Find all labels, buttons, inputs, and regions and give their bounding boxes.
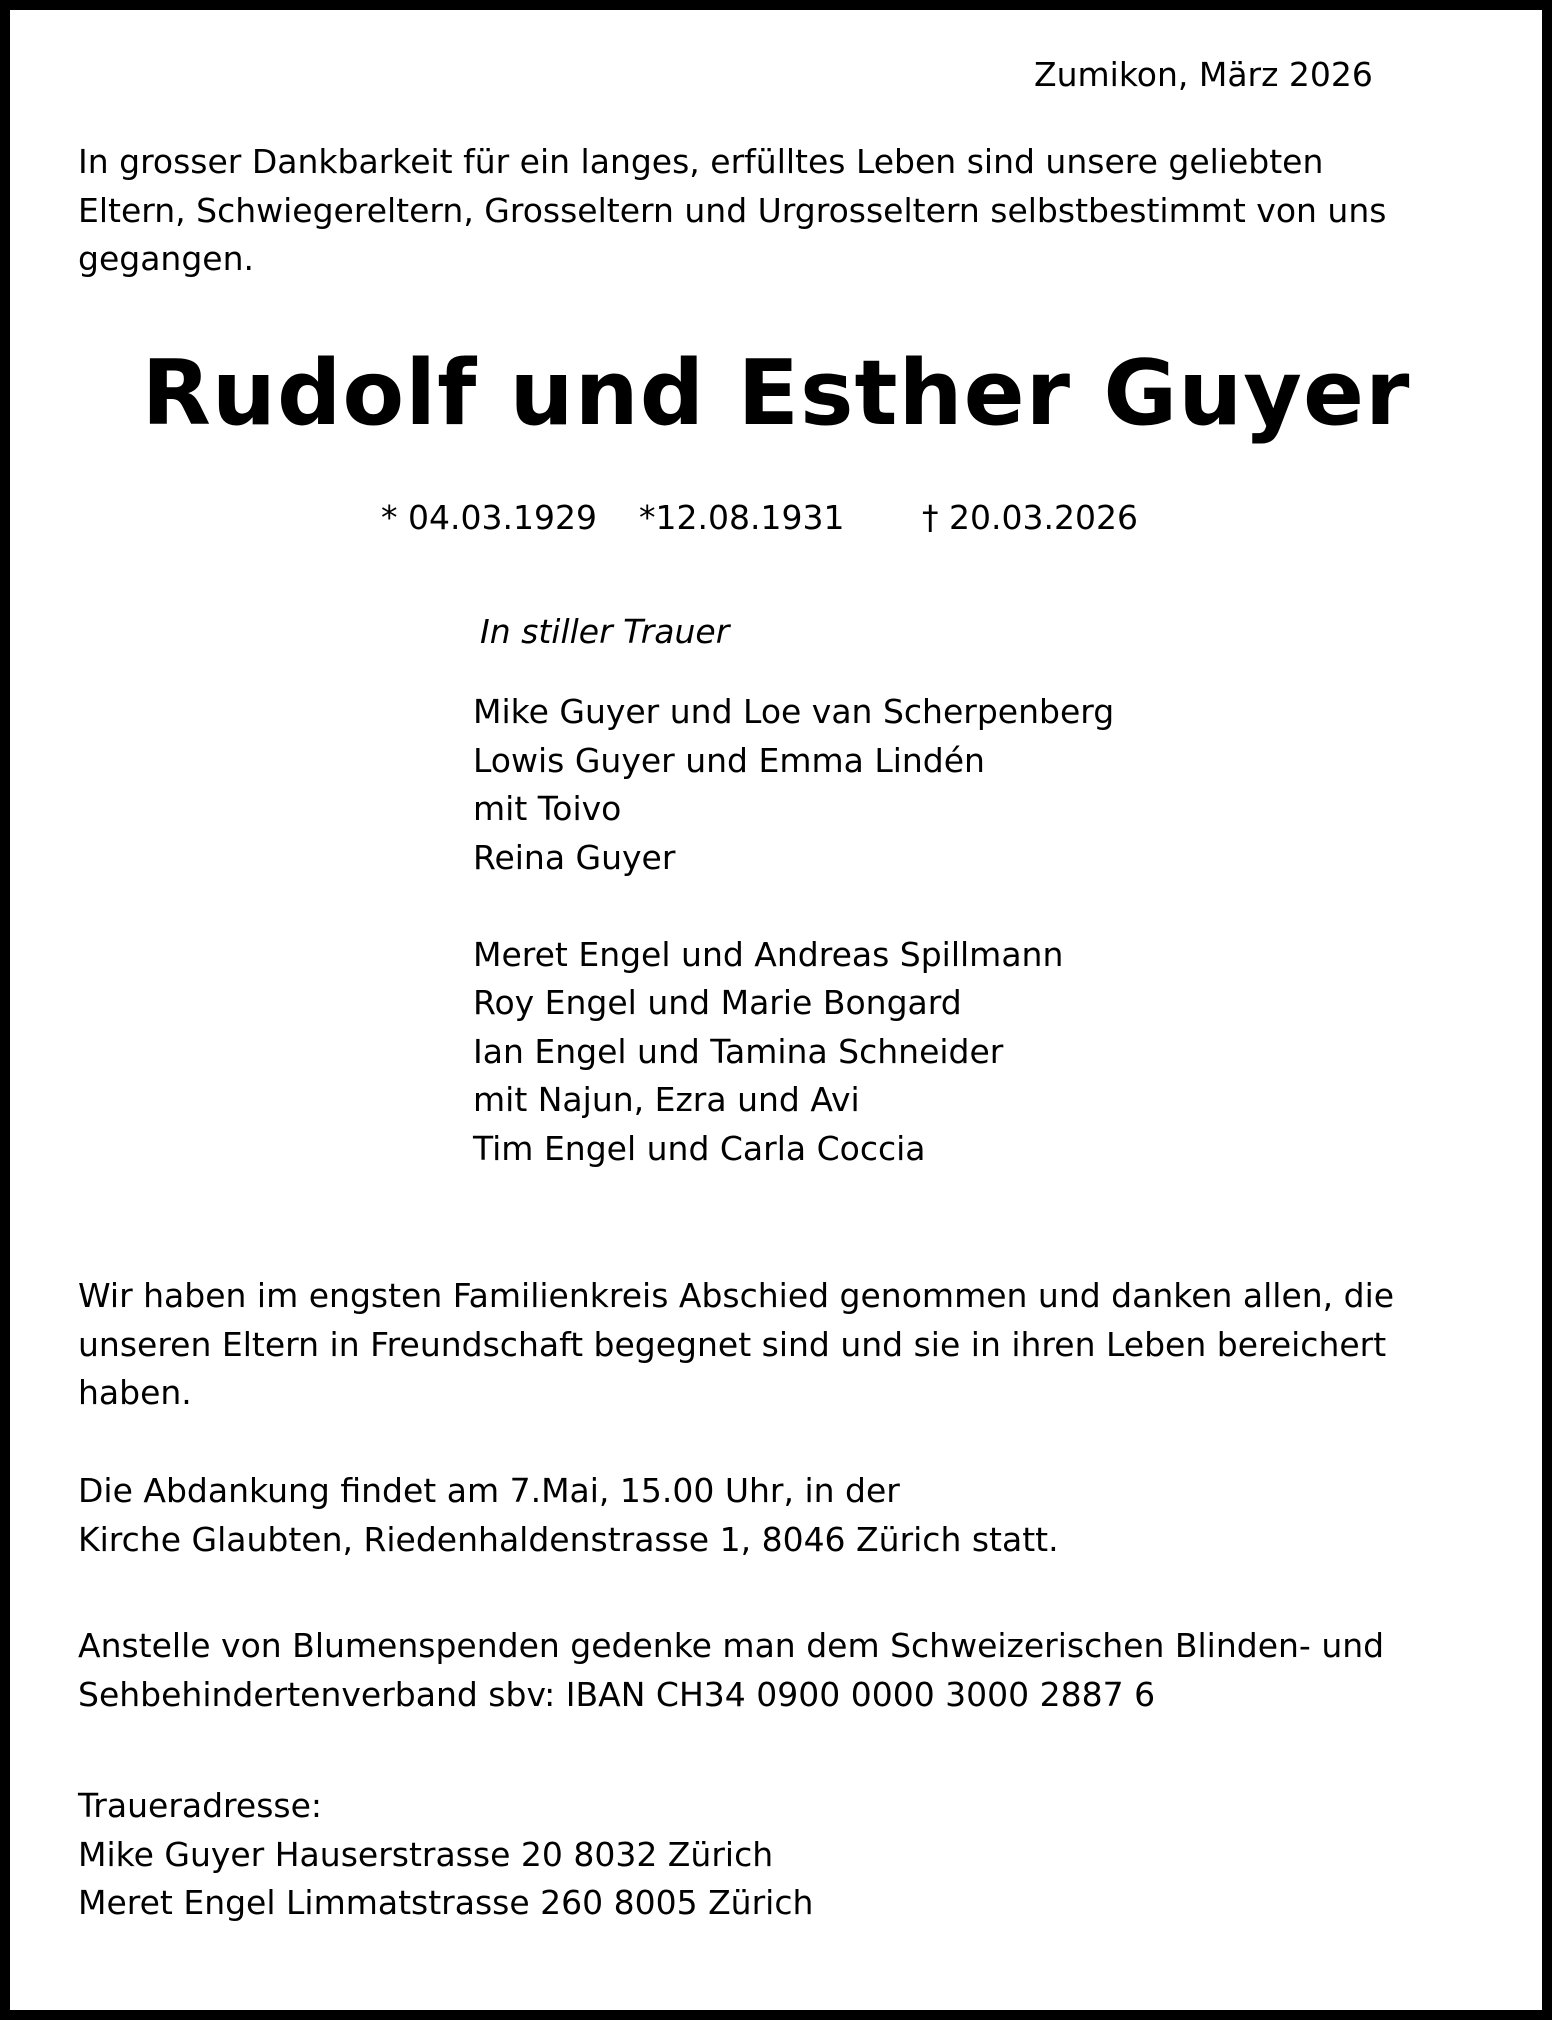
intro-text (78, 138, 1386, 284)
donation-line: Anstelle von Blumenspenden gedenke man dem Schweizerischen Blinden- und (78, 1626, 1385, 1665)
address-heading: Traueradresse: (78, 1786, 323, 1825)
intro-line: In grosser Dankbarkeit für ein langes, erfülltes Leben sind unsere geliebten (78, 142, 1324, 181)
address-line: Mike Guyer Hauserstrasse 20 8032 Zürich (78, 1834, 774, 1874)
service-text (78, 1467, 1059, 1564)
mourner-line: Meret Engel und Andreas Spillmann (473, 934, 1064, 974)
mourner-line: Reina Guyer (473, 837, 676, 877)
mourner-line: Roy Engel und Marie Bongard (473, 983, 962, 1022)
place-date: Zumikon, März 2026 (1034, 55, 1373, 94)
farewell-line: Wir haben im engsten Familienkreis Abschied genommen und danken allen, die (78, 1276, 1395, 1315)
farewell-text (78, 1272, 1394, 1418)
mourning-address (78, 1782, 813, 1928)
birth-date-2: *12.08.1931 (639, 498, 845, 537)
mourner-line: mit Toivo (473, 789, 622, 828)
mourner-line: Ian Engel und Tamina Schneider (473, 1031, 1004, 1071)
service-line: Die Abdankung findet am 7.Mai, 15.00 Uhr, in der (78, 1471, 900, 1510)
mourner-line: Tim Engel und Carla Coccia (473, 1128, 926, 1168)
mourner-spacer (473, 882, 1114, 931)
mourners-list (473, 688, 1114, 1173)
service-line: Kirche Glaubten, Riedenhaldenstrasse 1, 8046 Zürich statt. (78, 1519, 1059, 1559)
farewell-line: haben. (78, 1373, 192, 1412)
intro-line: Eltern, Schwiegereltern, Grosseltern und Urgrosseltern selbstbestimmt von uns (78, 190, 1387, 230)
mourning-heading: In stiller Trauer (480, 612, 730, 651)
mourner-line: mit Najun, Ezra und Avi (473, 1080, 860, 1119)
mourner-line: Lowis Guyer und Emma Lindén (473, 740, 985, 780)
mourner-line: Mike Guyer und Loe van Scherpenberg (473, 692, 1115, 731)
deceased-names: Rudolf und Esther Guyer (141, 341, 1411, 446)
donation-line: Sehbehindertenverband sbv: IBAN CH34 0900 0000 3000 2887 6 (78, 1674, 1156, 1714)
address-line: Meret Engel Limmatstrasse 260 8005 Zürich (78, 1883, 814, 1922)
intro-line: gegangen. (78, 239, 254, 278)
death-date: † 20.03.2026 (922, 498, 1138, 537)
birth-date-1: * 04.03.1929 (381, 498, 597, 537)
donation-text (78, 1622, 1384, 1719)
farewell-line: unseren Eltern in Freundschaft begegnet sind und sie in ihren Leben bereichert (78, 1324, 1387, 1364)
